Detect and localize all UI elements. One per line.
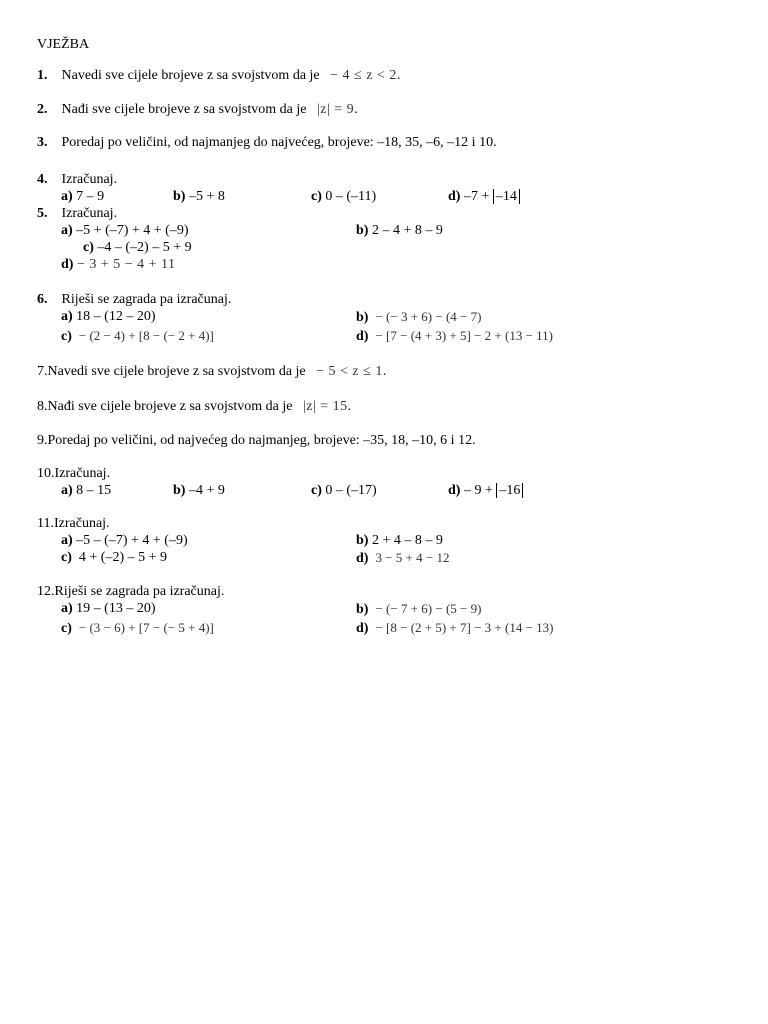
q6-item-c: c) − (2 − 4) + [8 − (− 2 + 4)] — [61, 328, 214, 344]
q12-item-d: d) − [8 − (2 + 5) + 7] − 3 + (14 − 13) — [356, 620, 554, 636]
question-title: Riješi se zagrada pa izračunaj. — [54, 584, 225, 599]
q4-item-a: a) 7 – 9 — [61, 189, 105, 204]
q4-item-d: d) –7 + –14 — [448, 189, 520, 205]
question-1: 1. Navedi sve cijele brojeve z sa svojstvom da je − 4 ≤ z < 2. — [37, 68, 401, 83]
q12-item-c: c) − (3 − 6) + [7 − (− 5 + 4)] — [61, 620, 214, 636]
q4-item-b: b) –5 + 8 — [173, 189, 225, 204]
question-12 — [37, 584, 224, 600]
question-number: 12. — [37, 584, 55, 599]
question-text: Poredaj po veličini, od najmanjeg do najvećeg, brojeve: –18, 35, –6, –12 i 10. — [61, 135, 497, 150]
q5-item-b: b) 2 – 4 + 8 – 9 — [356, 223, 443, 238]
q5-item-d: d) − 3 + 5 − 4 + 11 — [61, 257, 176, 272]
question-text: Nađi sve cijele brojeve z sa svojstvom da je — [47, 399, 293, 414]
question-7: 7.Navedi sve cijele brojeve z sa svojstvom da je − 5 < z ≤ 1. — [37, 364, 387, 379]
q11-item-a: a) –5 – (–7) + 4 + (–9) — [61, 533, 188, 548]
question-8: 8.Nađi sve cijele brojeve z sa svojstvom da je |z| = 15. — [37, 399, 352, 414]
q10-item-a: a) 8 – 15 — [61, 483, 112, 498]
q5-item-c: c) –4 – (–2) – 5 + 9 — [83, 240, 192, 255]
question-number: 7. — [37, 364, 48, 379]
question-number: 4. — [37, 172, 48, 187]
question-2: 2. Nađi sve cijele brojeve z sa svojstvom da je |z| = 9. — [37, 102, 358, 117]
q11-item-c: c) 4 + (–2) – 5 + 9 — [61, 550, 168, 565]
q10-item-c: c) 0 – (–17) — [311, 483, 377, 498]
question-number: 11. — [37, 516, 54, 531]
math-condition: |z| = 9 — [316, 102, 355, 117]
question-title: Izračunaj. — [61, 206, 118, 221]
q4-item-c: c) 0 – (–11) — [311, 189, 377, 204]
question-title: Izračunaj. — [54, 466, 111, 481]
question-5 — [37, 206, 117, 222]
q12-item-a: a) 19 – (13 – 20) — [61, 601, 156, 616]
q6-item-b: b) − (− 3 + 6) − (4 − 7) — [356, 309, 482, 325]
question-number: 2. — [37, 102, 48, 117]
question-title: Izračunaj. — [53, 516, 110, 531]
question-number: 3. — [37, 135, 48, 150]
question-number: 6. — [37, 292, 48, 307]
question-text: Navedi sve cijele brojeve z sa svojstvom da je — [47, 364, 306, 379]
question-6 — [37, 292, 231, 308]
question-text: Poredaj po veličini, od najvećeg do najmanjeg, brojeve: –35, 18, –10, 6 i 12. — [47, 433, 476, 448]
question-number: 8. — [37, 399, 48, 414]
math-condition: − 4 ≤ z < 2 — [330, 68, 397, 83]
absolute-value: –16 — [496, 483, 523, 498]
question-10 — [37, 466, 110, 482]
question-number: 9. — [37, 433, 48, 448]
q10-item-b: b) –4 + 9 — [173, 483, 225, 498]
question-title: Izračunaj. — [61, 172, 118, 187]
question-text: Nađi sve cijele brojeve z sa svojstvom da je — [61, 102, 307, 117]
question-number: 10. — [37, 466, 55, 481]
question-11 — [37, 516, 110, 532]
question-9 — [37, 433, 476, 449]
q12-item-b: b) − (− 7 + 6) − (5 − 9) — [356, 601, 482, 617]
question-4 — [37, 172, 117, 188]
q5-item-a: a) –5 + (–7) + 4 + (–9) — [61, 223, 189, 238]
question-3 — [37, 135, 497, 151]
question-title: Riješi se zagrada pa izračunaj. — [61, 292, 232, 307]
math-condition: − 5 < z ≤ 1 — [316, 364, 383, 379]
question-text: Navedi sve cijele brojeve z sa svojstvom da je — [61, 68, 320, 83]
q10-item-d: d) – 9 + –16 — [448, 483, 523, 499]
question-number: 1. — [37, 68, 48, 83]
q6-item-a: a) 18 – (12 – 20) — [61, 309, 156, 324]
q11-item-d: d) 3 − 5 + 4 − 12 — [356, 550, 450, 566]
question-number: 5. — [37, 206, 48, 221]
math-condition: |z| = 15 — [302, 399, 348, 414]
q6-item-d: d) − [7 − (4 + 3) + 5] − 2 + (13 − 11) — [356, 328, 554, 344]
q11-item-b: b) 2 + 4 – 8 – 9 — [356, 533, 443, 548]
worksheet-title: VJEŽBA — [37, 37, 90, 52]
absolute-value: –14 — [493, 189, 520, 204]
